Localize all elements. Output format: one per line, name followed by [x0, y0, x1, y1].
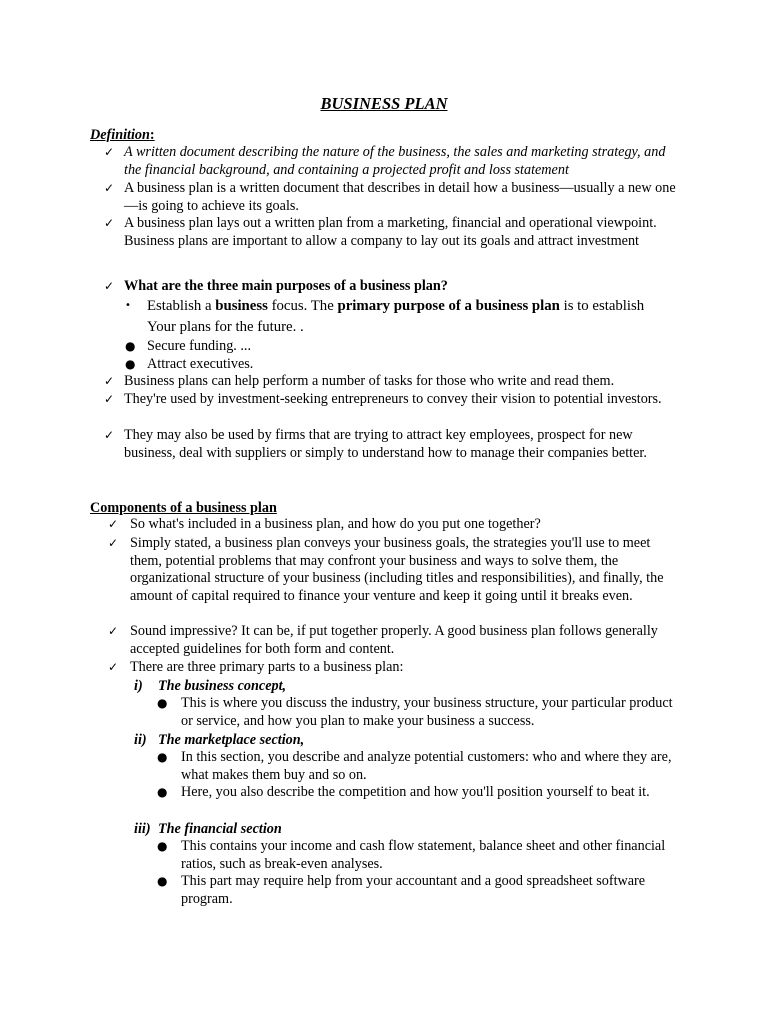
purpose-text: is to establish [559, 298, 645, 314]
part-number: iii) [134, 821, 151, 837]
definition-text: A business plan lays out a written plan from a marketing, financial and operational viewpoint. Business plans are important to allow a company to lay out its goals and attract investment [124, 215, 657, 249]
definition-item [104, 180, 684, 215]
purpose-text: Secure funding. ... [147, 338, 252, 354]
component-text: There are three primary parts to a business plan: [130, 659, 404, 675]
part-bullet [157, 749, 678, 784]
bullet-icon: ● [157, 839, 168, 853]
definition-item [104, 144, 684, 179]
definition-text: A business plan is a written document that describes in detail how a business—usually a new one—is going to achieve its goals. [124, 180, 676, 214]
checkmark-icon: ✓ [104, 279, 115, 293]
purpose-item [104, 391, 684, 409]
component-item [108, 659, 678, 677]
checkmark-icon: ✓ [104, 392, 115, 406]
checkmark-icon: ✓ [104, 428, 115, 442]
checkmark-icon: ✓ [108, 660, 119, 674]
bullet-icon: ● [125, 339, 136, 353]
bullet-icon: ● [157, 696, 168, 710]
purpose-item [104, 427, 684, 462]
definition-label: Definition [90, 127, 150, 143]
bullet-icon: • [125, 300, 131, 311]
purpose-bullet [125, 296, 687, 316]
part-bullet-text: In this section, you describe and analyze potential customers: who and where they are, what makes them buy and so on. [181, 749, 672, 783]
checkmark-icon: ✓ [104, 181, 115, 195]
part-bullet [157, 695, 678, 730]
purpose-bullet [125, 338, 687, 356]
part-heading [134, 731, 305, 749]
part-bullet-text: Here, you also describe the competition and how you'll position yourself to beat it. [181, 784, 650, 800]
part-number: ii) [134, 732, 147, 748]
part-bullet [157, 873, 678, 908]
purpose-item-text: Business plans can help perform a number of tasks for those who write and read them. [124, 373, 615, 389]
checkmark-icon: ✓ [108, 624, 119, 638]
definition-heading [90, 126, 155, 144]
question-text: What are the three main purposes of a business plan? [124, 278, 448, 294]
definition-colon: : [149, 127, 155, 143]
part-number: i) [134, 678, 143, 694]
purposes-question [104, 278, 684, 296]
component-item [108, 623, 678, 658]
part-bullet-text: This contains your income and cash flow statement, balance sheet and other financial ratios, such as break-even analyses. [181, 838, 666, 872]
page-title: BUSINESS PLAN [320, 94, 448, 113]
definition-text: A written document describing the nature of the business, the sales and marketing strategy, and the financial background, and containing a projected profit and loss statement [124, 144, 666, 178]
components-heading: Components of a business plan [90, 500, 277, 516]
bullet-icon: ● [157, 874, 168, 888]
purpose-item-text: They're used by investment-seeking entrepreneurs to convey their vision to potential investors. [124, 391, 662, 407]
component-text: Simply stated, a business plan conveys your business goals, the strategies you'll use to meet them, potential problems that may confront your business and ways to solve them, the organizational structure of your business (including titles and responsibilities), and finally, the amount of capital required to finance your venture and keep it going until it breaks even. [130, 535, 664, 604]
part-bullet [157, 838, 678, 873]
checkmark-icon: ✓ [108, 517, 119, 531]
checkmark-icon: ✓ [108, 536, 119, 550]
purpose-text: Establish a [147, 298, 216, 314]
component-item [108, 516, 678, 534]
component-text: So what's included in a business plan, and how do you put one together? [130, 516, 541, 532]
purpose-text-bold: business [215, 298, 268, 314]
component-item [108, 535, 678, 605]
bullet-icon: ● [157, 785, 168, 799]
bullet-icon: ● [125, 357, 136, 371]
purpose-bullet-continued: Your plans for the future. . [147, 319, 304, 335]
purpose-text: focus. The [267, 298, 338, 314]
part-bullet-text: This is where you discuss the industry, your business structure, your particular product or service, and how you plan to make your business a success. [181, 695, 673, 729]
part-heading [134, 820, 282, 838]
component-text: Sound impressive? It can be, if put together properly. A good business plan follows generally accepted guidelines for both form and content. [130, 623, 658, 657]
part-heading [134, 677, 287, 695]
part-title: The financial section [158, 821, 282, 837]
part-bullet-text: This part may require help from your accountant and a good spreadsheet software program. [181, 873, 646, 907]
checkmark-icon: ✓ [104, 216, 115, 230]
part-title: The business concept, [158, 678, 287, 694]
purpose-text: Attract executives. [147, 356, 254, 372]
purpose-text-bold: primary purpose of a business plan [337, 298, 560, 314]
bullet-icon: ● [157, 750, 168, 764]
part-bullet [157, 784, 678, 802]
checkmark-icon: ✓ [104, 145, 115, 159]
part-title: The marketplace section, [158, 732, 305, 748]
purpose-item-text: They may also be used by firms that are trying to attract key employees, prospect for new business, deal with suppliers or simply to understand how to manage their companies better. [124, 427, 647, 461]
checkmark-icon: ✓ [104, 374, 115, 388]
purpose-item [104, 373, 684, 391]
definition-item [104, 215, 684, 250]
purpose-bullet [125, 356, 687, 374]
